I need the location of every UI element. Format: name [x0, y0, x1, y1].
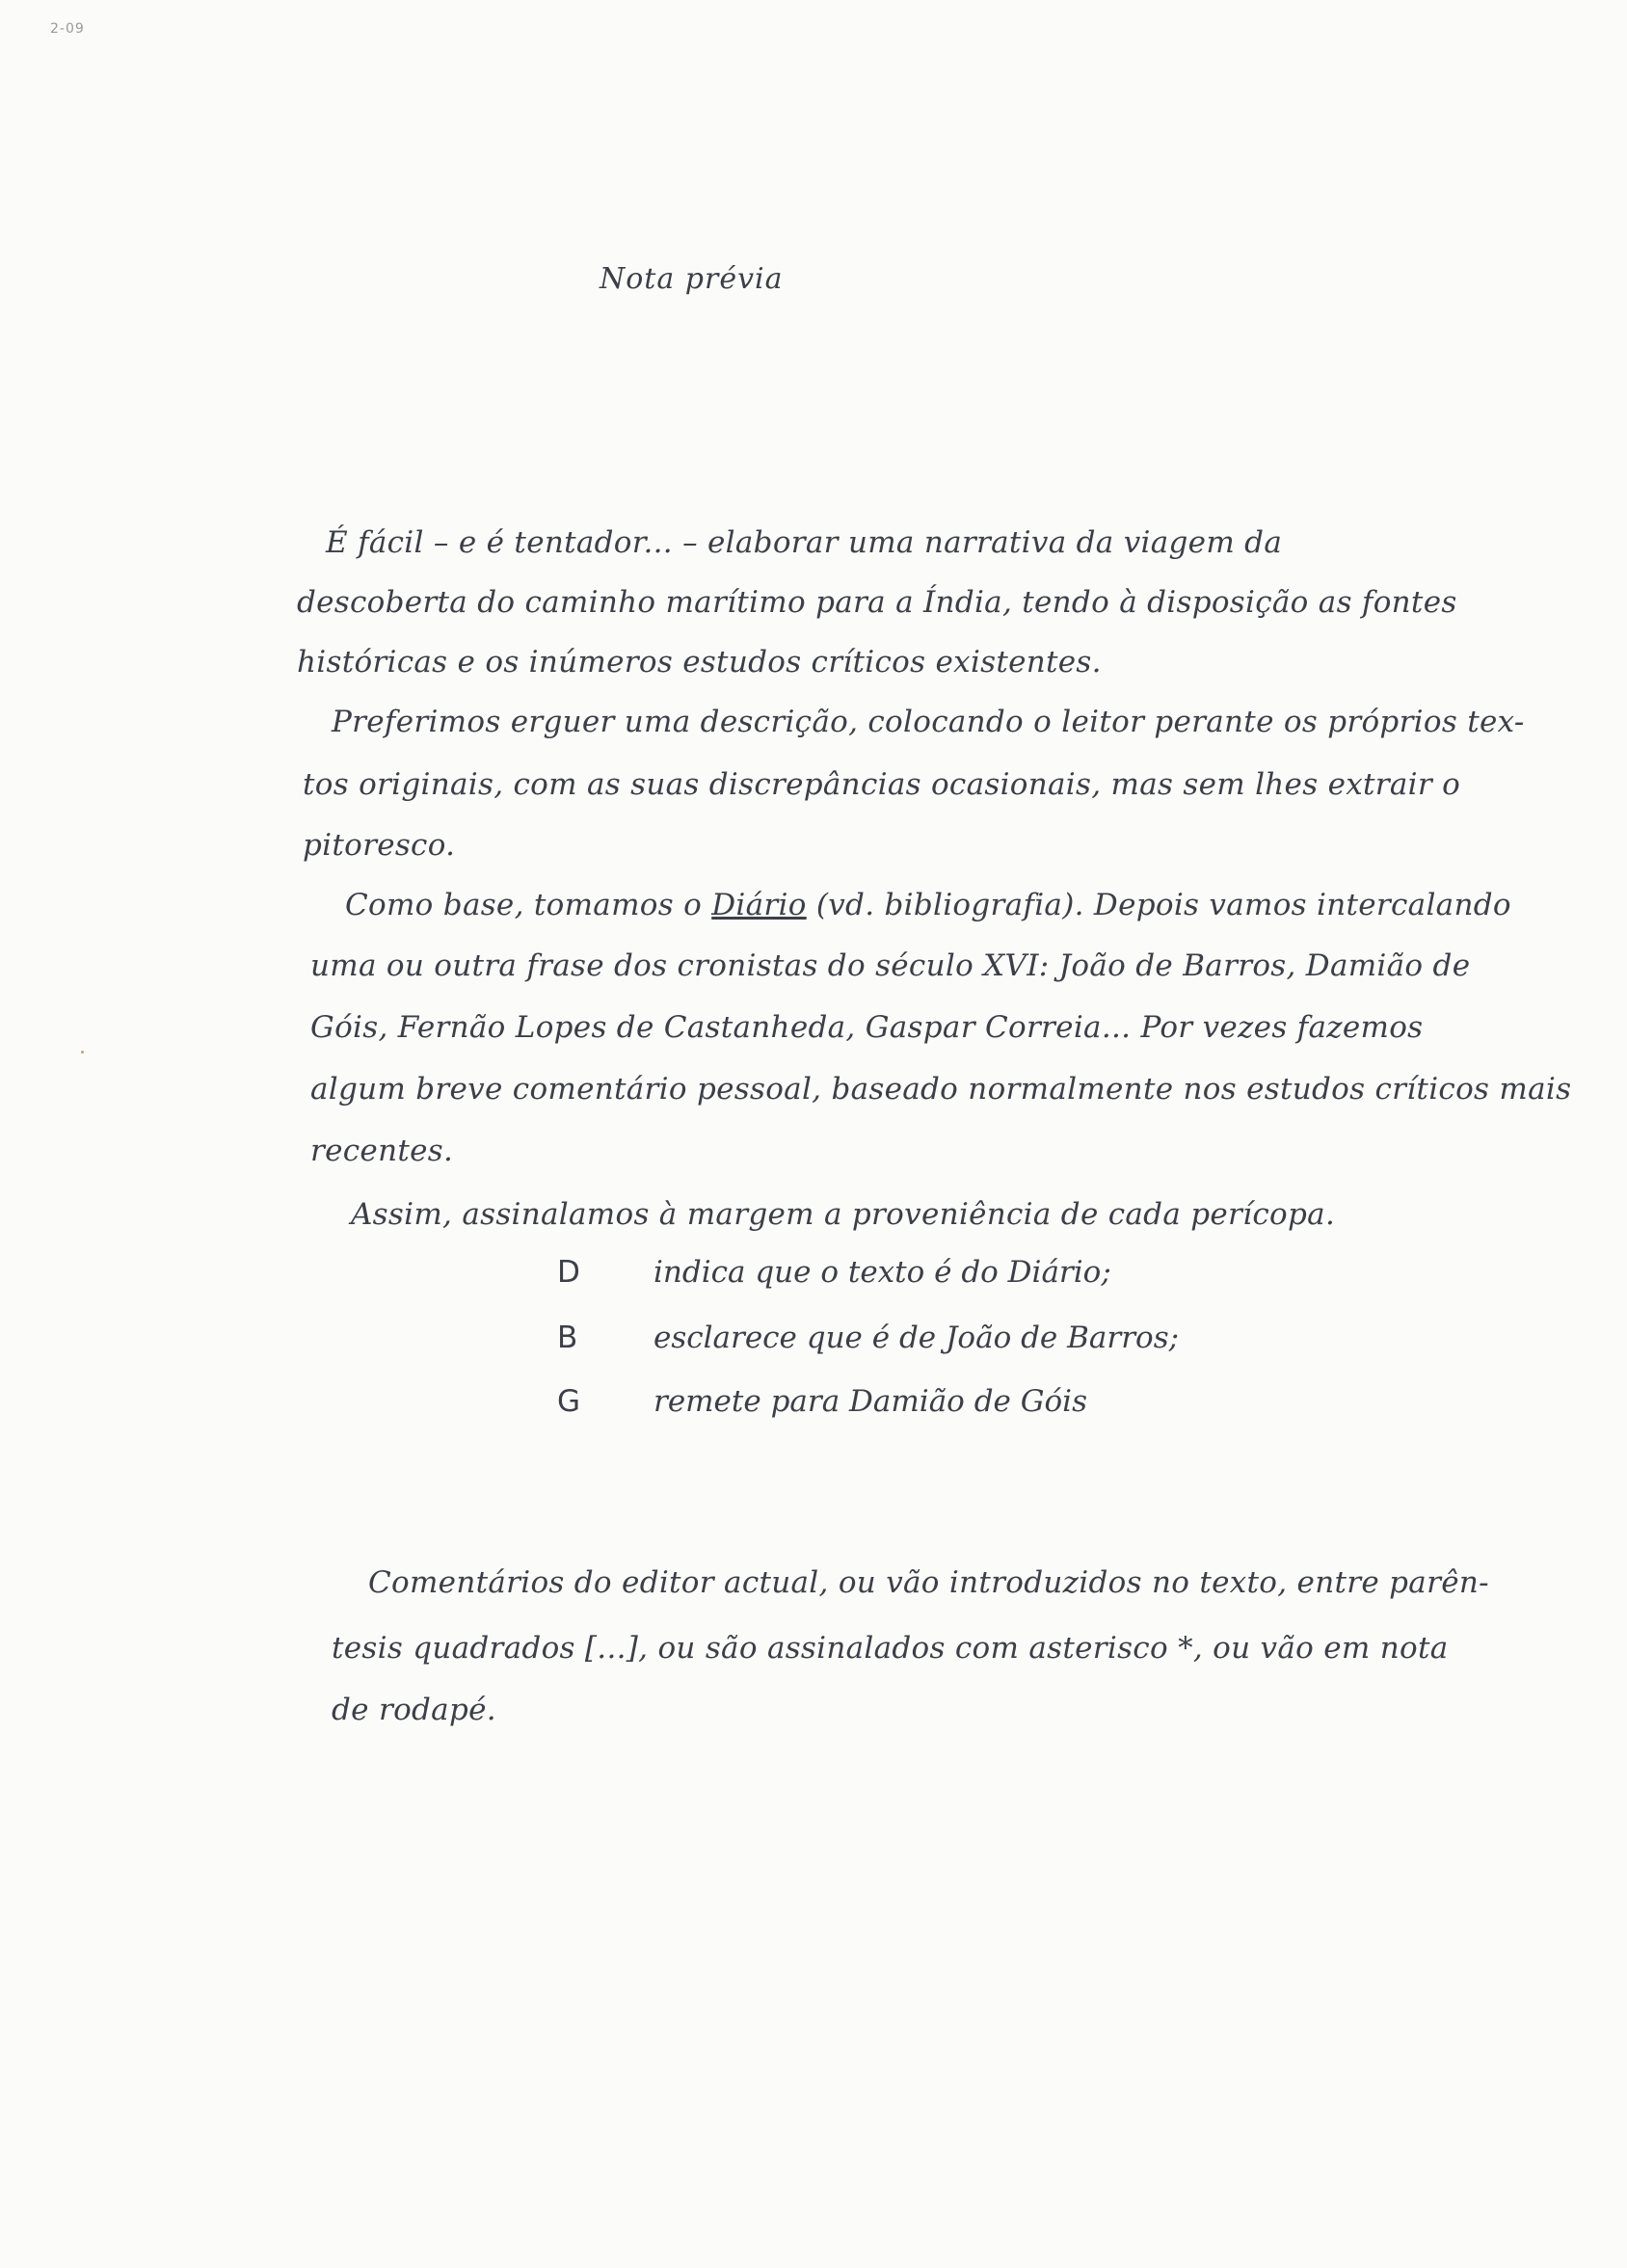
- paper-speck: [81, 1051, 84, 1054]
- p5-line-2: tesis quadrados [...], ou são assinalados com asterisco *, ou vão em nota: [332, 1631, 1449, 1666]
- legend-code-d: D: [557, 1255, 580, 1290]
- legend-text-g: remete para Damião de Góis: [653, 1384, 1087, 1419]
- p3-line-4: algum breve comentário pessoal, baseado normalmente nos estudos críticos mais: [310, 1072, 1572, 1107]
- p1-line-1: É fácil – e é tentador... – elaborar uma narrativa da viagem da: [326, 525, 1283, 560]
- diario-underlined: Diário: [711, 888, 807, 922]
- page-number: 2-09: [50, 21, 85, 37]
- p3-line-1-after: (vd. bibliografia). Depois vamos intercalando: [815, 888, 1511, 922]
- p2-line-2: tos originais, com as suas discrepâncias ocasionais, mas sem lhes extrair o: [303, 767, 1461, 802]
- p1-line-2: descoberta do caminho marítimo para a Índia, tendo à disposição as fontes: [297, 585, 1457, 620]
- p2-line-1: Preferimos erguer uma descrição, colocando o leitor perante os próprios tex-: [332, 705, 1525, 739]
- legend-row-d: [557, 1255, 1111, 1290]
- p3-line-1-before: Como base, tomamos o: [345, 888, 703, 922]
- legend-code-g: G: [557, 1384, 581, 1419]
- p3-line-2: uma ou outra frase dos cronistas do século XVI: João de Barros, Damião de: [310, 948, 1471, 983]
- p5-line-1: Comentários do editor actual, ou vão introduzidos no texto, entre parên-: [368, 1565, 1489, 1600]
- p3-line-5: recentes.: [310, 1134, 454, 1168]
- p3-line-3: Góis, Fernão Lopes de Castanheda, Gaspar Correia... Por vezes fazemos: [310, 1010, 1424, 1045]
- p4-line-1: Assim, assinalamos à margem a proveniência de cada perícopa.: [351, 1197, 1336, 1232]
- legend-text-b: esclarece que é de João de Barros;: [653, 1321, 1180, 1355]
- page-title: Nota prévia: [600, 262, 784, 296]
- p1-line-3: históricas e os inúmeros estudos críticos existentes.: [297, 645, 1102, 680]
- legend-row-b: [557, 1321, 1179, 1355]
- legend-text-d: indica que o texto é do Diário;: [653, 1255, 1111, 1290]
- legend-code-b: B: [557, 1321, 578, 1355]
- p5-line-3: de rodapé.: [332, 1693, 496, 1727]
- p2-line-3: pitoresco.: [303, 828, 456, 863]
- legend-row-g: [557, 1384, 1087, 1419]
- p3-line-1: [345, 888, 1511, 922]
